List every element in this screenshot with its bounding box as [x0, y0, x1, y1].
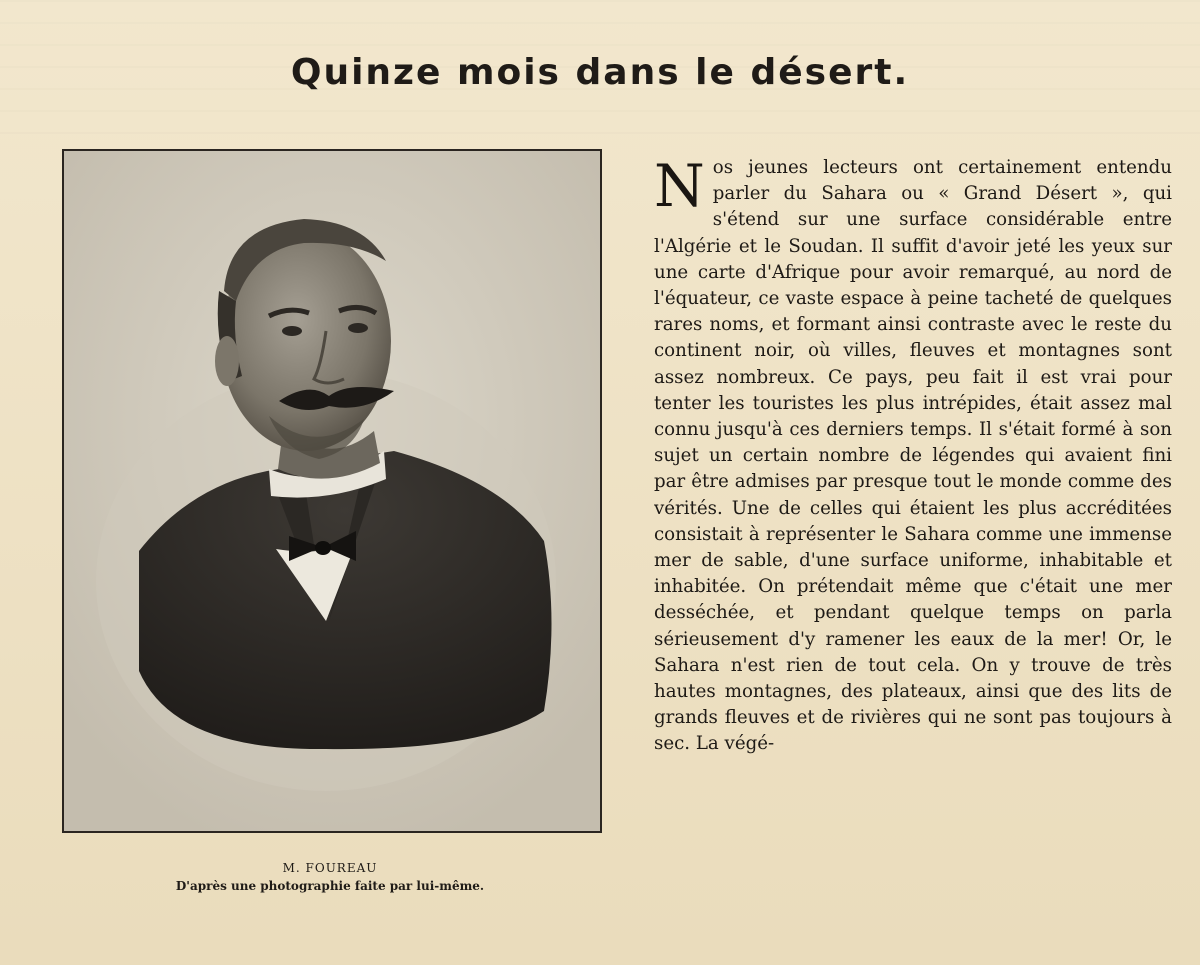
- portrait-photo: [62, 149, 602, 833]
- article-body: [654, 155, 1172, 915]
- article-title: Quinze mois dans le désert.: [290, 52, 910, 93]
- caption-name: M. FOUREAU: [282, 861, 378, 875]
- portrait-illustration: [64, 151, 600, 831]
- article-text: os jeunes lecteurs ont certainement entendu parler du Sahara ou « Grand Désert », qui s'étend sur une surface considérable entre l'Algérie et le Soudan. Il suffit d'avoir jeté les yeux sur une carte d'Afrique pour avoir remarqué, au nord de l'équateur, ce vaste espace à peine tacheté de quelques rares noms, et formant ainsi contraste avec le reste du continent noir, où villes, fleuves et montagnes sont assez nombreux. Ce pays, peu fait il est vrai pour tenter les touristes les plus intrépides, était assez mal connu jusqu'à ces derniers temps. Il s'était formé à son sujet un certain nombre de légendes qui avaient fini par être admises par presque tout le monde comme des vérités. Une de celles qui étaient les plus accréditées consistait à représenter le Sahara comme une immense mer de sable, d'une surface uniforme, inhabitable et inhabitée. On prétendait même que c'était une mer desséchée, et pendant quelque temps on parla sérieusement d'y ramener les eaux de la mer! Or, le Sahara n'est rien de tout cela. On y trouve de très hautes montagnes, des plateaux, ainsi que des lits de grands fleuves et de rivières qui ne sont pas toujours à sec. La végé-: [654, 157, 1172, 755]
- photo-caption: [62, 859, 598, 895]
- caption-credit: D'après une photographie faite par lui-même.: [175, 879, 485, 893]
- drop-cap-letter: N: [654, 155, 705, 220]
